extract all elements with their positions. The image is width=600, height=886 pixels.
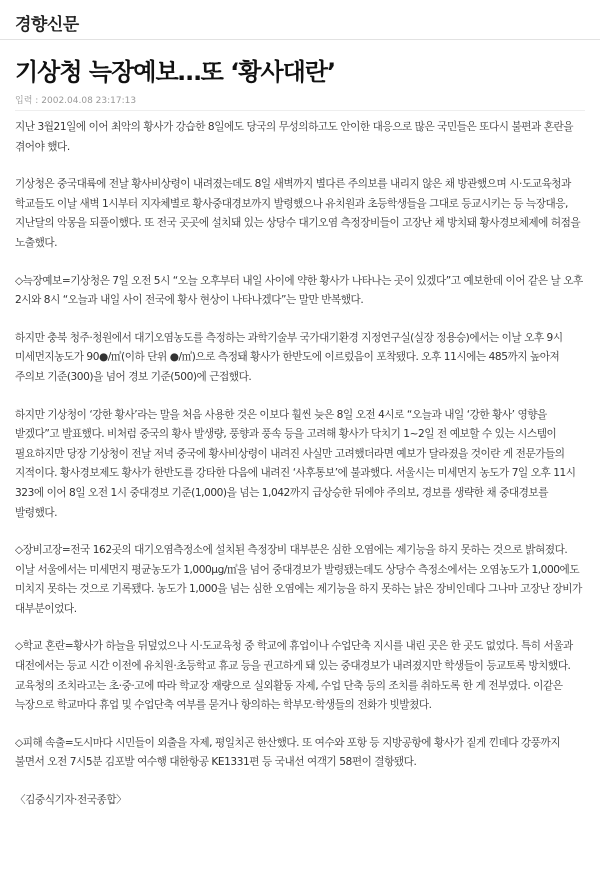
article-paragraph: ◇피해 속출=도시마다 시민들이 외출을 자제, 평일치곤 한산했다. 또 여수와 포항 등 지방공항에 황사가 짙게 낀데다 강풍까지 불면서 오전 7시5분 김포발 여수행 대한항공 KE1331편 등 국내선 여객기 58편이 결항됐다. <box>15 736 561 769</box>
article-paragraph: ◇장비고장=전국 162곳의 대기오염측정소에 설치된 측정장비 대부분은 심한 오염에는 제기능을 하지 못하는 것으로 밝혀졌다. 이날 서울에서는 미세먼지 평균농도가 1,000μg/㎥을 넘어 중대경보가 발령됐는데도 상당수 측정소에서는 오염농도가 1,000에도 미치지 못하는 것으로 기록됐다. 농도가 1,000을 넘는 심한 오염에는 제기능을 하지 못하는 낡은 장비인데다 그나마 고장난 장비가 대부분이었다. <box>15 544 582 615</box>
article-paragraph: 기상청은 중국대륙에 전날 황사비상령이 내려졌는데도 8일 새벽까지 별다른 주의보를 내리지 않은 채 방관했으며 시·도교육청과 학교들도 이날 새벽 1시부터 지자체별로 황사중대경보까지 발령했으나 유치원과 초등학생들을 그대로 등교시키는 등 늑장대응, 지난달의 악몽을 되풀이했다. 또 전국 곳곳에 설치돼 있는 상당수 대기오염 측정장비들이 고장난 채 방치돼 황사경보체제에 허점을 노출했다. <box>15 178 581 249</box>
article-paragraph: ◇학교 혼란=황사가 하늘을 뒤덮었으나 시·도교육청 중 학교에 휴업이나 수업단축 지시를 내린 곳은 한 곳도 없었다. 특히 서울과 대전에서는 등교 시간 이전에 유치원·초등학교 휴교 등을 권고하게 돼 있는 중대경보가 내려졌지만 학생들이 등교토록 방치했다. 교육청의 조치라고는 초·중·고에 따라 학교장 재량으로 실외활동 자제, 수업 단축 등의 조치를 취하도록 한 게 전부였다. 이같은 늑장으로 학교마다 휴업 및 수업단축 여부를 묻거나 항의하는 학부모·학생들의 전화가 빗발쳤다. <box>15 640 573 712</box>
article-paragraph: ◇늑장예보=기상청은 7일 오전 5시 “오늘 오후부터 내일 사이에 약한 황사가 나타나는 곳이 있겠다”고 예보한데 이어 같은 날 오후 2시와 8시 “오늘과 내일 사이 전국에 황사 현상이 나타나겠다”는 말만 반복했다. <box>15 274 583 307</box>
article-byline: 〈김중식기자·전국종합〉 <box>15 794 127 807</box>
article-body <box>15 118 585 811</box>
header-divider <box>0 39 600 40</box>
article-paragraph: 하지만 충북 청주·청원에서 대기오염농도를 측정하는 과학기술부 국가대기환경 지정연구실(실장 정용승)에서는 이날 오후 9시 미세먼지농도가 90●/㎥(이하 단위 ●/㎥)으로 측정돼 황사가 한반도에 이르렀음이 포착됐다. 오후 11시에는 485까지 높아져 주의보 기준(300)을 넘어 경보 기준(500)에 근접했다. <box>15 331 563 383</box>
timestamp-value: 2002.04.08 23:17:13 <box>41 96 137 106</box>
meta-divider <box>15 110 585 111</box>
newspaper-logo[interactable]: 경향신문 <box>15 15 79 35</box>
article-paragraph: 하지만 기상청이 ‘강한 황사’라는 말을 처음 사용한 것은 이보다 훨씬 늦은 8일 오전 4시로 “오늘과 내일 ‘강한 황사’ 영향을 받겠다”고 발표했다. 비처럼 중국의 황사 발생량, 풍향과 풍속 등을 고려해 황사가 닥치기 1~2일 전 예보할 수 있는 시스템이 필요하지만 당장 기상청이 전날 저녁 중국에 황사비상령이 내려진 사실만 고려했더라면 예보가 달라졌을 것이란 게 전문가들의 지적이다. 황사경보제도 황사가 한반도를 강타한 다음에 내려진 ‘사후통보’에 불과했다. 서울시는 미세먼지 농도가 7일 오후 11시 323에 이어 8일 오전 1시 중대경보 기준(1,000)을 넘는 1,042까지 급상승한 뒤에야 주의보, 경보를 생략한 채 중대경보를 발령했다. <box>15 408 576 519</box>
article-headline: 기상청 늑장예보…또 ‘황사대란’ <box>15 58 336 86</box>
article-timestamp <box>15 93 139 106</box>
article-paragraph: 지난 3월21일에 이어 최악의 황사가 강습한 8일에도 당국의 무성의하고도 안이한 대응으로 많은 국민들은 또다시 불편과 혼란을 겪어야 했다. <box>15 121 574 153</box>
timestamp-label: 입력 : <box>15 96 39 106</box>
